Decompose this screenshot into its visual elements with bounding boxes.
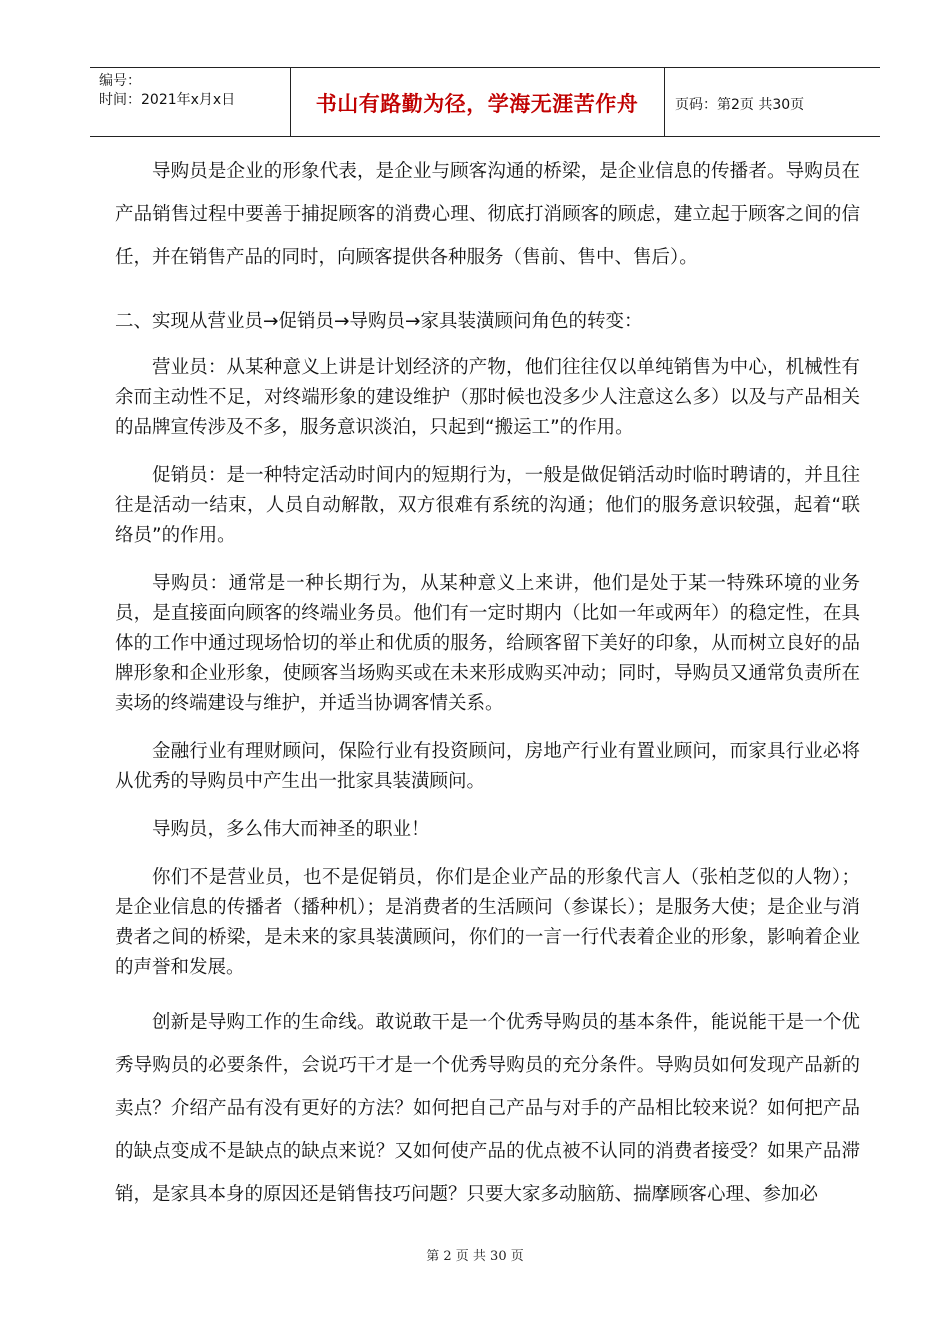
paragraph-you-are: 你们不是营业员，也不是促销员，你们是企业产品的形象代言人（张柏芝似的人物）；是企业信息的传播者（播种机）；是消费者的生活顾问（参谋长）；是服务大使；是企业与消费者之间的桥梁，是未来的家具装潢顾问，你们的一言一行代表着企业的形象，影响着企业的声誉和发展。 xyxy=(115,867,860,978)
document-body xyxy=(115,150,860,1259)
paragraph-salesclerk: 营业员：从某种意义上讲是计划经济的产物，他们往往仅以单纯销售为中心，机械性有余而主动性不足，对终端形象的建设维护（那时候也没多少人注意这么多）以及与产品相关的品牌宣传涉及不多，服务意识淡泊，只起到“搬运工”的作用。 xyxy=(115,357,860,438)
paragraph-exclaim: 导购员，多么伟大而神圣的职业！ xyxy=(152,819,430,840)
paragraph-promoter: 促销员：是一种特定活动时间内的短期行为，一般是做促销活动时临时聘请的，并且往往是活动一结束，人员自动解散，双方很难有系统的沟通；他们的服务意识较强，起着“联络员”的作用。 xyxy=(115,465,860,546)
header-motto: 书山有路勤为径，学海无涯苦作舟 xyxy=(315,91,639,116)
page-footer: 第 2 页 共 30 页 xyxy=(426,1249,524,1264)
header-meta xyxy=(99,72,235,110)
header-page-info: 页码：第2页 共30页 xyxy=(675,97,805,113)
paragraph-guide: 导购员：通常是一种长期行为，从某种意义上来讲，他们是处于某一特殊环境的业务员，是直接面向顾客的终端业务员。他们有一定时期内（比如一年或两年）的稳定性，在具体的工作中通过现场恰切的举止和优质的服务，给顾客留下美好的印象，从而树立良好的品牌形象和企业形象，使顾客当场购买或在未来形成购买冲动；同时，导购员又通常负责所在卖场的终端建设与维护，并适当协调客情关系。 xyxy=(115,573,860,714)
section-heading: 二、实现从营业员→促销员→导购员→家具装潢顾问角色的转变： xyxy=(115,311,643,332)
header-divider xyxy=(664,68,665,136)
document-id-label: 编号： xyxy=(99,73,141,89)
paragraph-intro: 导购员是企业的形象代表，是企业与顾客沟通的桥梁，是企业信息的传播者。导购员在产品销售过程中要善于捕捉顾客的消费心理、彻底打消顾客的顾虑，建立起于顾客之间的信任，并在销售产品的同时，向顾客提供各种服务（售前、售中、售后）。 xyxy=(115,161,860,268)
paragraph-finance: 金融行业有理财顾问，保险行业有投资顾问，房地产行业有置业顾问，而家具行业必将从优秀的导购员中产生出一批家具装潢顾问。 xyxy=(115,741,860,792)
document-time-label: 时间：2021年x月x日 xyxy=(99,92,236,108)
page-header xyxy=(90,67,880,137)
paragraph-innovation: 创新是导购工作的生命线。敢说敢干是一个优秀导购员的基本条件，能说能干是一个优秀导购员的必要条件，会说巧干才是一个优秀导购员的充分条件。导购员如何发现产品新的卖点？介绍产品有没有更好的方法？如何把自己产品与对手的产品相比较来说？如何把产品的缺点变成不是缺点的缺点来说？又如何使产品的优点被不认同的消费者接受？如果产品滞销，是家具本身的原因还是销售技巧问题？只要大家多动脑筋、揣摩顾客心理、参加必 xyxy=(115,1012,860,1205)
